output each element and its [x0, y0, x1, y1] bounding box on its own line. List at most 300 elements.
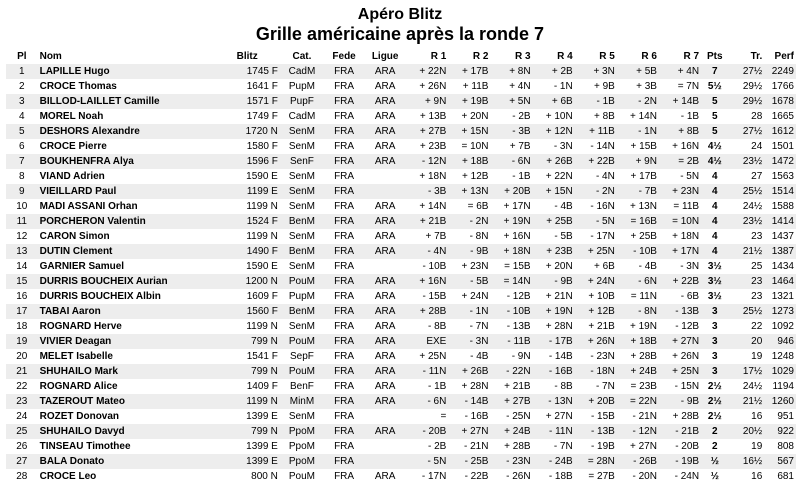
cell-category: SenM	[288, 321, 316, 332]
cell-name: BOUKHENFRA Alya	[39, 156, 134, 167]
cell-rank: 16	[16, 291, 28, 302]
cell-round-2: = 6B	[467, 201, 489, 212]
cell-name: MELET Isabelle	[39, 351, 113, 362]
table-row	[6, 214, 796, 229]
header-round-3: R 3	[515, 50, 531, 62]
cell-rank: 24	[16, 411, 28, 422]
cell-tiebreak: 20	[751, 336, 763, 347]
cell-performance: 1194	[772, 381, 794, 392]
header-league: Ligue	[371, 50, 399, 62]
cell-round-5: - 13B	[590, 426, 615, 437]
table-row	[6, 289, 796, 304]
cell-round-2: + 19B	[462, 96, 489, 107]
cell-round-1: + 13B	[419, 111, 447, 122]
cell-round-3: + 17N	[503, 201, 531, 212]
cell-round-5: + 24N	[587, 276, 615, 287]
cell-round-3: + 4N	[509, 81, 531, 92]
cell-round-4: - 16B	[548, 366, 573, 377]
cell-round-1: + 18N	[419, 171, 447, 182]
cell-round-4: + 21N	[545, 291, 573, 302]
cell-round-1: - 17N	[421, 471, 447, 482]
cell-federation: FRA	[334, 396, 355, 407]
cell-blitz-rating: 1749 F	[246, 111, 278, 122]
table-row	[6, 394, 796, 409]
cell-round-1: + 27B	[419, 126, 447, 137]
table-row	[6, 349, 796, 364]
cell-round-2: - 22B	[464, 471, 489, 482]
cell-round-4: + 25B	[546, 216, 573, 227]
cell-league: ARA	[374, 126, 396, 137]
cell-round-6: = 23B	[630, 381, 657, 392]
cell-league: ARA	[374, 336, 396, 347]
cell-points: 5	[712, 96, 718, 107]
cell-rank: 23	[16, 396, 28, 407]
cell-round-3: - 6N	[511, 156, 531, 167]
cell-points: 2	[712, 426, 718, 437]
cell-round-4: - 3N	[553, 141, 573, 152]
table-row	[6, 139, 796, 154]
cell-round-7: + 17N	[672, 246, 700, 257]
cell-round-5: + 21B	[588, 321, 615, 332]
cell-league	[364, 259, 406, 274]
cell-league: ARA	[374, 351, 396, 362]
cell-round-7: - 12B	[675, 321, 700, 332]
page-subtitle: Grille américaine après la ronde 7	[255, 24, 545, 44]
cell-round-1: - 1B	[428, 381, 447, 392]
cell-round-5: - 19B	[590, 441, 615, 452]
table-row	[6, 64, 796, 79]
cell-points: 5	[712, 126, 718, 137]
cell-round-3: - 3B	[512, 126, 531, 137]
cell-tiebreak: 17½	[742, 366, 763, 377]
cell-performance: 951	[777, 411, 794, 422]
cell-category: PouM	[288, 276, 316, 287]
cell-performance: 1678	[771, 96, 794, 107]
cell-performance: 1501	[771, 141, 794, 152]
cell-category: PouM	[288, 366, 316, 377]
cell-round-3: - 26N	[506, 471, 531, 482]
cell-rank: 18	[16, 321, 28, 332]
cell-round-1: - 2B	[428, 441, 447, 452]
cell-round-6: + 24B	[630, 366, 657, 377]
cell-blitz-rating: 1596 F	[246, 156, 278, 167]
cell-federation: FRA	[334, 306, 355, 317]
cell-round-2: - 5B	[470, 276, 489, 287]
cell-rank: 2	[19, 81, 25, 92]
cell-name: SHUHAILO Davyd	[39, 426, 125, 437]
table-row	[6, 109, 796, 124]
cell-round-1: + 9N	[424, 96, 447, 107]
cell-league: ARA	[374, 231, 396, 242]
cell-round-1: - 20B	[422, 426, 447, 437]
cell-name: GARNIER Samuel	[39, 261, 125, 272]
cell-rank: 27	[16, 456, 28, 467]
cell-performance: 567	[777, 456, 794, 467]
cell-federation: FRA	[334, 156, 355, 167]
cell-name: BALA Donato	[39, 456, 105, 467]
cell-name: DURRIS BOUCHEIX Albin	[39, 291, 161, 302]
cell-category: PpoM	[288, 426, 316, 437]
cell-blitz-rating: 1590 E	[246, 171, 278, 182]
cell-rank: 13	[16, 246, 28, 257]
cell-rank: 7	[19, 156, 25, 167]
cell-round-7: - 21B	[675, 426, 700, 437]
cell-round-1: + 26N	[419, 81, 447, 92]
cell-round-3: + 24B	[504, 426, 531, 437]
cell-round-2: - 2N	[469, 216, 489, 227]
cell-tiebreak: 22	[751, 321, 763, 332]
cell-round-5: - 15B	[590, 411, 615, 422]
cell-round-7: = 11B	[673, 201, 700, 212]
cell-points: 4	[712, 246, 718, 257]
cell-performance: 681	[777, 471, 794, 482]
cell-federation: FRA	[334, 111, 355, 122]
cell-round-4: + 22N	[545, 171, 573, 182]
cell-category: BenM	[288, 306, 316, 317]
cell-category: CadM	[288, 66, 316, 77]
cell-name: ROGNARD Herve	[39, 321, 122, 332]
cell-round-1: - 4N	[427, 246, 447, 257]
cell-category: SenM	[288, 126, 316, 137]
cell-round-4: + 6B	[551, 96, 573, 107]
cell-performance: 808	[777, 441, 794, 452]
header-round-5: R 5	[599, 50, 615, 62]
cell-round-3: + 28B	[504, 441, 531, 452]
table-row	[6, 364, 796, 379]
header-round-2: R 2	[472, 50, 489, 62]
table-row	[6, 184, 796, 199]
cell-blitz-rating: 1745 F	[246, 66, 278, 77]
cell-round-5: + 6B	[593, 261, 615, 272]
cell-tiebreak: 29½	[742, 96, 763, 107]
cell-round-5: - 14N	[590, 141, 615, 152]
cell-round-1: - 6N	[427, 396, 447, 407]
cell-round-3: - 1B	[512, 171, 531, 182]
cell-round-5: - 16N	[590, 201, 615, 212]
cell-round-4: + 26B	[546, 156, 573, 167]
cell-category: PpoM	[288, 441, 316, 452]
cell-name: ROGNARD Alice	[39, 381, 118, 392]
cell-round-5: = 27B	[588, 471, 615, 482]
cell-federation: FRA	[334, 411, 355, 422]
cell-round-4: + 12N	[545, 126, 573, 137]
cell-tiebreak: 21½	[742, 396, 763, 407]
cell-points: 4	[712, 201, 718, 212]
cell-round-6: + 13N	[630, 201, 657, 212]
cell-category: BenM	[288, 246, 316, 257]
cell-federation: FRA	[334, 66, 355, 77]
cell-league: ARA	[374, 426, 396, 437]
cell-points: 4½	[707, 156, 722, 167]
cell-round-3: + 21B	[504, 381, 531, 392]
cell-round-7: - 20B	[675, 441, 700, 452]
cell-round-6: + 25B	[630, 231, 657, 242]
cell-blitz-rating: 800 N	[251, 471, 278, 482]
cell-round-2: = 10N	[461, 141, 489, 152]
cell-name: CARON Simon	[39, 231, 110, 242]
cell-name: DURRIS BOUCHEIX Aurian	[39, 276, 168, 287]
cell-round-5: + 3N	[593, 66, 615, 77]
cell-name: TINSEAU Timothee	[39, 441, 131, 452]
cell-tiebreak: 25	[751, 261, 763, 272]
cell-performance: 1414	[771, 216, 794, 227]
cell-round-4: - 24B	[548, 456, 573, 467]
cell-tiebreak: 23	[751, 276, 763, 287]
cell-tiebreak: 20½	[742, 426, 763, 437]
cell-points: ½	[710, 471, 719, 482]
cell-federation: FRA	[334, 96, 355, 107]
cell-round-3: - 23N	[506, 456, 531, 467]
cell-round-6: - 8N	[638, 306, 657, 317]
cell-round-2: - 21N	[464, 441, 489, 452]
cell-category: PpoM	[288, 456, 316, 467]
cell-federation: FRA	[334, 321, 355, 332]
cell-federation: FRA	[334, 291, 355, 302]
cell-blitz-rating: 1541 F	[246, 351, 278, 362]
cell-points: 2½	[707, 381, 722, 392]
cell-rank: 5	[19, 126, 25, 137]
table-row	[6, 259, 796, 274]
cell-round-3: + 19N	[503, 216, 531, 227]
cell-points: 3½	[707, 291, 722, 302]
header-points: Pts	[707, 50, 723, 62]
cell-round-5: + 25N	[587, 246, 615, 257]
cell-federation: FRA	[334, 216, 355, 227]
header-round-6: R 6	[641, 50, 657, 62]
cell-round-7: + 27N	[672, 336, 700, 347]
cell-round-4: + 28N	[545, 321, 573, 332]
cell-round-2: + 17B	[462, 66, 489, 77]
cell-performance: 922	[777, 426, 794, 437]
cell-name: LAPILLE Hugo	[39, 66, 110, 77]
cell-round-3: - 2B	[512, 111, 531, 122]
cell-round-3: - 9N	[511, 351, 531, 362]
cell-federation: FRA	[334, 336, 355, 347]
table-row	[6, 79, 796, 94]
cell-round-4: + 27N	[545, 411, 573, 422]
cell-tiebreak: 27½	[742, 66, 763, 77]
cell-round-2: + 28N	[461, 381, 489, 392]
cell-round-6: - 20N	[632, 471, 657, 482]
cell-round-5: + 10B	[588, 291, 615, 302]
cell-round-7: - 6B	[680, 291, 700, 302]
cell-round-5: - 18N	[590, 366, 615, 377]
table-row	[6, 409, 796, 424]
cell-league: ARA	[374, 396, 396, 407]
cell-performance: 1387	[771, 246, 794, 257]
cell-round-5: + 20B	[588, 396, 615, 407]
cell-points: 4	[712, 216, 718, 227]
cell-round-2: + 27N	[461, 426, 489, 437]
cell-round-2: + 13N	[461, 186, 489, 197]
cell-round-3: - 22N	[506, 366, 531, 377]
cell-round-1: EXE	[426, 336, 447, 347]
header-round-4: R 4	[557, 50, 573, 62]
cell-round-7: - 5N	[680, 171, 700, 182]
cell-round-3: = 15B	[504, 261, 531, 272]
cell-league: ARA	[374, 156, 396, 167]
cell-rank: 22	[16, 381, 28, 392]
cell-tiebreak: 29½	[742, 81, 763, 92]
cell-rank: 26	[16, 441, 28, 452]
cell-round-2: + 18B	[462, 156, 489, 167]
cell-points: 2½	[707, 411, 722, 422]
cell-league: ARA	[374, 111, 396, 122]
cell-round-4: - 5B	[554, 231, 573, 242]
cell-round-7: + 25N	[672, 366, 700, 377]
cell-round-4: - 9B	[554, 276, 573, 287]
cell-round-6: + 9N	[635, 156, 657, 167]
cell-round-5: - 4N	[595, 171, 615, 182]
cell-federation: FRA	[334, 381, 355, 392]
cell-name: VIEILLARD Paul	[39, 186, 117, 197]
cell-blitz-rating: 1199 E	[246, 186, 278, 197]
cell-tiebreak: 28	[751, 111, 763, 122]
cell-round-7: + 14B	[672, 96, 700, 107]
cell-blitz-rating: 799 N	[251, 366, 278, 377]
cell-performance: 1092	[771, 321, 794, 332]
cell-tiebreak: 23	[751, 291, 763, 302]
cell-tiebreak: 24½	[742, 381, 763, 392]
cell-league	[364, 184, 406, 199]
cell-round-1: - 10B	[422, 261, 447, 272]
cell-round-7: - 9B	[680, 396, 700, 407]
cell-round-2: - 16B	[464, 411, 489, 422]
cell-round-4: - 13N	[548, 396, 573, 407]
cell-round-7: + 16N	[672, 141, 700, 152]
header-performance: Perf	[774, 50, 794, 62]
table-row	[6, 379, 796, 394]
cell-blitz-rating: 1490 F	[246, 246, 278, 257]
table-row	[6, 154, 796, 169]
cell-performance: 1472	[771, 156, 794, 167]
cell-blitz-rating: 1199 N	[246, 201, 278, 212]
header-tiebreak: Tr.	[750, 50, 763, 62]
cell-name: PORCHERON Valentin	[39, 216, 146, 227]
table-row	[6, 469, 796, 484]
cell-round-5: - 5N	[595, 216, 615, 227]
cell-round-4: + 10N	[545, 111, 573, 122]
cell-round-6: + 19N	[630, 321, 657, 332]
table-row	[6, 304, 796, 319]
cell-tiebreak: 19	[751, 441, 763, 452]
cell-blitz-rating: 1580 F	[246, 141, 278, 152]
cell-blitz-rating: 1199 N	[246, 231, 278, 242]
cell-name: MOREL Noah	[39, 111, 104, 122]
cell-round-4: - 14B	[548, 351, 573, 362]
cell-points: ½	[710, 456, 719, 467]
cell-federation: FRA	[334, 81, 355, 92]
cell-round-3: + 5N	[509, 96, 531, 107]
cell-rank: 3	[19, 96, 25, 107]
cell-performance: 1514	[771, 186, 794, 197]
cell-round-6: - 7B	[638, 186, 657, 197]
cell-round-4: - 18B	[548, 471, 573, 482]
cell-league: ARA	[374, 201, 396, 212]
cell-rank: 1	[19, 66, 25, 77]
cell-round-4: + 2B	[551, 66, 573, 77]
cell-rank: 20	[16, 351, 28, 362]
cell-round-6: - 2N	[638, 96, 657, 107]
cell-round-3: + 8N	[509, 66, 531, 77]
cell-round-5: + 26N	[587, 336, 615, 347]
cell-name: DUTIN Clement	[39, 246, 113, 257]
cell-category: BenF	[290, 381, 314, 392]
cell-round-7: + 28B	[672, 411, 700, 422]
cell-rank: 6	[19, 141, 25, 152]
cell-performance: 1437	[771, 231, 794, 242]
cell-league: ARA	[374, 306, 396, 317]
cell-round-6: + 14N	[630, 111, 657, 122]
cell-performance: 1612	[771, 126, 794, 137]
cell-points: 3	[712, 306, 718, 317]
cell-category: MinM	[289, 396, 315, 407]
cell-round-6: + 18B	[630, 336, 657, 347]
cell-points: 3½	[707, 261, 722, 272]
cell-tiebreak: 27½	[742, 126, 763, 137]
cell-blitz-rating: 1199 N	[246, 321, 278, 332]
cell-federation: FRA	[334, 426, 355, 437]
cell-round-6: - 1N	[638, 126, 657, 137]
cell-round-5: = 28N	[587, 456, 615, 467]
cell-category: SenM	[288, 201, 316, 212]
cell-blitz-rating: 1590 E	[246, 261, 278, 272]
cell-round-3: = 14N	[503, 276, 531, 287]
table-row	[6, 124, 796, 139]
cell-league	[364, 169, 406, 184]
cell-round-1: + 7B	[425, 231, 447, 242]
cell-points: 3	[712, 336, 718, 347]
cell-round-1: - 11N	[422, 366, 447, 377]
cell-category: BenM	[288, 216, 316, 227]
cell-round-1: + 14N	[419, 201, 447, 212]
cell-round-7: + 22B	[672, 276, 700, 287]
cell-round-3: - 13B	[506, 321, 531, 332]
cell-rank: 10	[16, 201, 28, 212]
cell-round-6: - 12N	[632, 426, 657, 437]
cell-category: SepF	[290, 351, 314, 362]
cell-performance: 1273	[771, 306, 794, 317]
cell-name: VIAND Adrien	[39, 171, 105, 182]
cell-tiebreak: 24	[751, 141, 763, 152]
cell-round-2: - 3N	[469, 336, 489, 347]
cell-points: 3½	[707, 276, 722, 287]
cell-name: CROCE Thomas	[39, 81, 117, 92]
cell-league: ARA	[374, 291, 396, 302]
cell-round-1: - 12N	[421, 156, 447, 167]
cell-tiebreak: 16	[751, 411, 763, 422]
cell-round-6: - 26B	[633, 456, 657, 467]
table-row	[6, 169, 796, 184]
cell-category: SenM	[288, 411, 316, 422]
cell-federation: FRA	[334, 351, 355, 362]
table-row	[6, 244, 796, 259]
cell-round-2: - 25B	[464, 456, 489, 467]
cell-round-7: + 23N	[672, 186, 700, 197]
cell-round-5: - 23N	[590, 351, 615, 362]
cell-league: ARA	[374, 471, 396, 482]
cell-round-2: - 8N	[469, 231, 489, 242]
cell-rank: 21	[16, 366, 28, 377]
cell-round-1: + 28B	[419, 306, 447, 317]
cell-round-3: - 12B	[506, 291, 531, 302]
cell-federation: FRA	[334, 366, 355, 377]
cell-round-6: = 11N	[630, 291, 657, 302]
cell-rank: 4	[19, 111, 25, 122]
cell-name: DESHORS Alexandre	[39, 126, 140, 137]
cell-category: PupM	[288, 81, 316, 92]
cell-blitz-rating: 1199 N	[246, 396, 278, 407]
